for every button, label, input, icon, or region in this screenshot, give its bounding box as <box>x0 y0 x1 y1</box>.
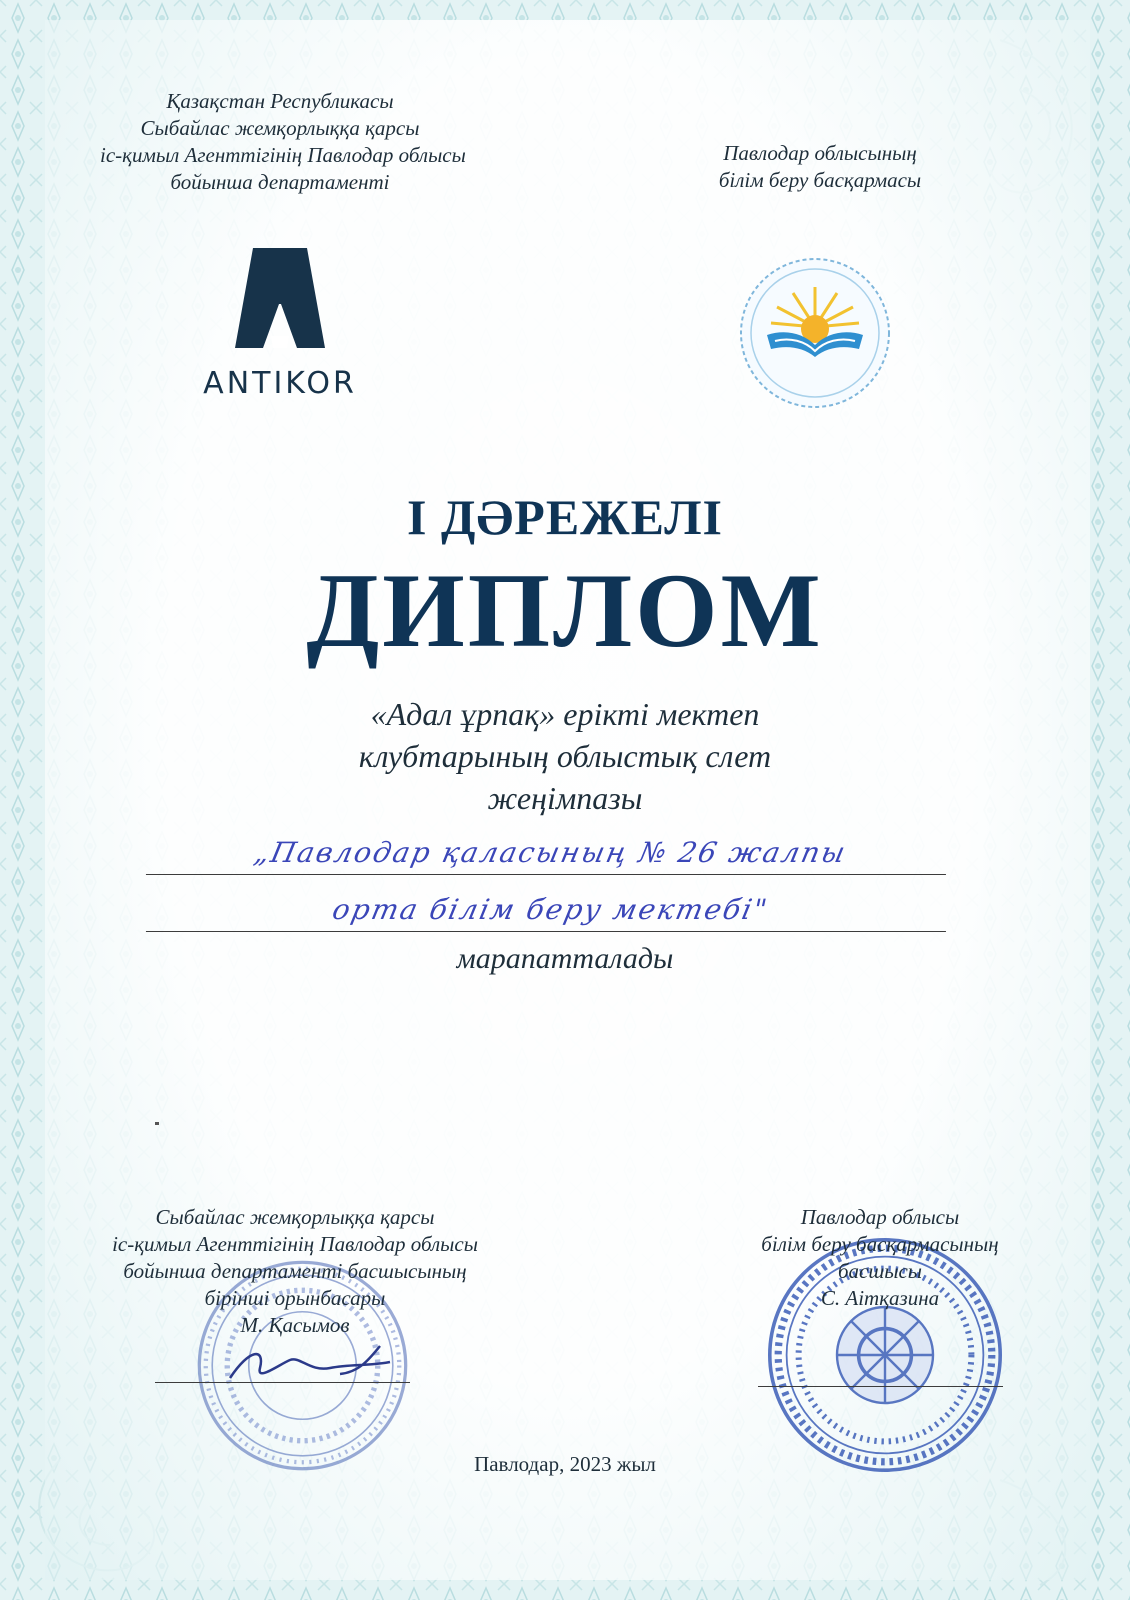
award-subtitle <box>0 693 1130 819</box>
subtitle-line: «Адал ұрпақ» ерікті мектеп <box>370 696 760 732</box>
signature-line-left <box>155 1382 410 1383</box>
place-and-year: Павлодар, 2023 жыл <box>474 1452 656 1476</box>
signatory-left <box>95 1204 495 1339</box>
diploma-degree: І ДӘРЕЖЕЛІ <box>406 489 724 545</box>
header-left-line: Сыбайлас жемқорлыққа қарсы <box>140 116 420 140</box>
issuer-right-header <box>660 140 980 194</box>
signatory-right-line: білім беру басқармасының <box>761 1232 999 1256</box>
issuer-left-header <box>100 88 466 196</box>
handwritten-signature-icon <box>220 1338 410 1398</box>
recipient-handwritten-line: орта білім беру мектебі" <box>146 893 954 932</box>
signatory-right-line: басшысы <box>838 1259 922 1283</box>
header-right-line: білім беру басқармасы <box>718 168 922 192</box>
signatory-left-line: іс-қимыл Агенттігінің Павлодар облысы <box>112 1232 478 1256</box>
antikor-logo <box>175 248 385 408</box>
antikor-a-icon <box>175 248 385 358</box>
header-right-line: Павлодар облысының <box>723 141 917 165</box>
signatory-left-name: М. Қасымов <box>240 1313 350 1337</box>
header-left-line: іс-қимыл Агенттігінің Павлодар облысы <box>100 143 466 167</box>
stray-mark <box>155 1122 159 1125</box>
subtitle-line: жеңімпазы <box>487 780 643 816</box>
header-left-line: бойынша департаменті <box>170 170 390 194</box>
signatory-right <box>700 1204 1060 1312</box>
subtitle-line: клубтарының облыстық слет <box>358 738 772 774</box>
signatory-right-name: С. Аітқазина <box>820 1286 940 1310</box>
signatory-left-line: бірінші орынбасары <box>204 1286 386 1310</box>
recipient-handwritten-line: „Павлодар қаласының № 26 жалпы <box>146 836 954 875</box>
header-left-line: Қазақстан Республикасы <box>166 89 394 113</box>
signature-line-right <box>758 1386 1003 1387</box>
diploma-title: ДИПЛОМ <box>306 552 824 669</box>
signatory-right-line: Павлодар облысы <box>800 1205 960 1229</box>
signatory-left-line: бойынша департаменті басшысының <box>123 1259 467 1283</box>
awarded-text: марапатталады <box>456 942 674 975</box>
sun-book-emblem-icon <box>735 253 895 413</box>
signatory-left-line: Сыбайлас жемқорлыққа қарсы <box>155 1205 435 1229</box>
antikor-logo-text: ANTIKOR <box>203 366 357 401</box>
